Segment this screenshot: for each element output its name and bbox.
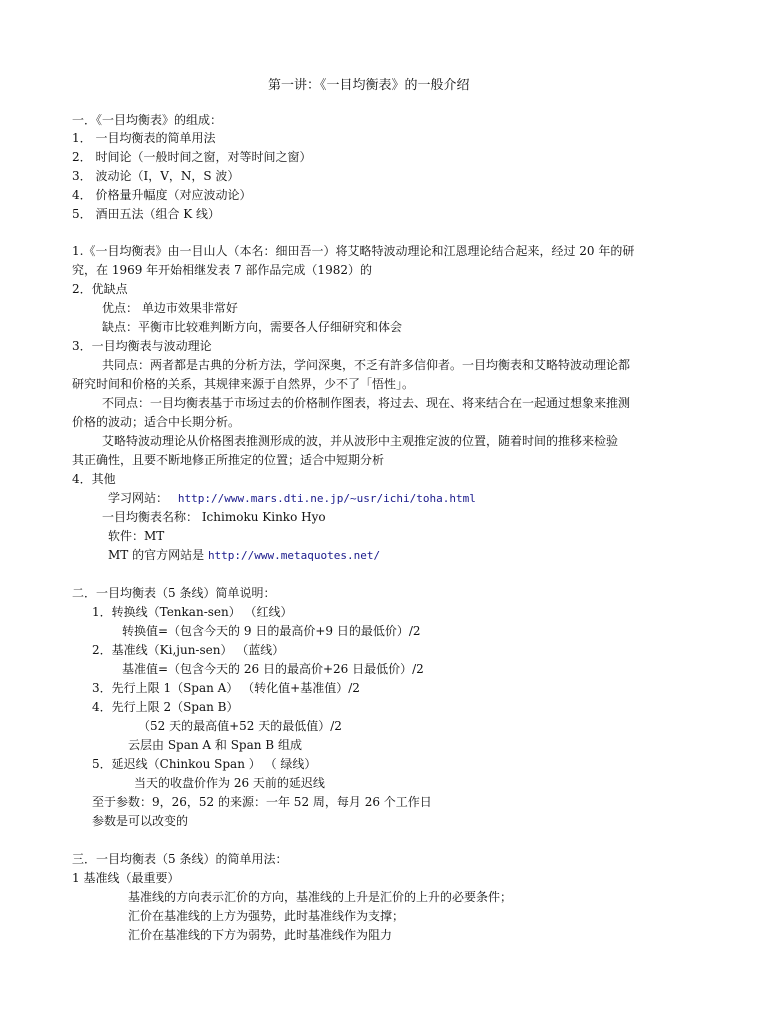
line-formula: （52 天的最高值+52 天的最低值）/2 bbox=[138, 719, 342, 733]
elliott-line: 艾略特波动理论从价格图表推测形成的波，并从波形中主观推定波的位置，随着时间的推移来检验 bbox=[102, 434, 619, 448]
mt-site-label: MT 的官方网站是 bbox=[108, 548, 205, 562]
study-site-label: 学习网站： bbox=[108, 491, 169, 505]
page-title: 第一讲：《一目均衡表》的一般介绍 bbox=[268, 78, 470, 93]
study-site-line bbox=[108, 490, 476, 507]
intro-paragraph-line: 究，在 1969 年开始相继发表 7 部作品完成（1982）的 bbox=[72, 263, 372, 277]
line-item: 5．延迟线（Chinkou Span ） （ 绿线） bbox=[92, 757, 317, 771]
intro-paragraph-line: 1.《一目均衡表》由一目山人（本名：细田吾一）将艾略特波动理论和江恩理论结合起来，经过 20 年的研 bbox=[72, 244, 635, 258]
usage-detail: 汇价在基准线的下方为弱势，此时基准线作为阻力 bbox=[128, 928, 393, 942]
software-line: 软件：MT bbox=[108, 529, 165, 543]
mt-site-line bbox=[108, 547, 380, 564]
list-item: 5． 酒田五法（组合 K 线） bbox=[72, 207, 221, 221]
section2-heading: 二．一目均衡表（5 条线）简单说明： bbox=[72, 586, 276, 600]
list-item: 2． 时间论（一般时间之窗，对等时间之窗） bbox=[72, 150, 312, 164]
wave-theory-heading: 3．一目均衡表与波动理论 bbox=[72, 339, 212, 353]
usage-detail: 基准线的方向表示汇价的方向，基准线的上升是汇价的上升的必要条件； bbox=[128, 890, 513, 904]
cons-text: 缺点：平衡市比较难判断方向，需要各人仔细研究和体会 bbox=[102, 320, 403, 334]
differences-line: 不同点：一目均衡表基于市场过去的价格制作图表，将过去、现在、将来结合在一起通过想象来推测 bbox=[102, 396, 631, 410]
params-note: 参数是可以改变的 bbox=[92, 814, 189, 828]
line-item: 2．基准线（Ki,jun-sen） （蓝线） bbox=[92, 643, 285, 657]
common-points-line: 共同点：两者都是古典的分析方法，学问深奥，不乏有許多信仰者。一目均衡表和艾略特波动理论都 bbox=[102, 358, 631, 372]
common-points-line: 研究时间和价格的关系，其规律来源于自然界，少不了「悟性」。 bbox=[72, 377, 415, 391]
line-formula: 基准值=（包含今天的 26 日的最高价+26 日最低价）/2 bbox=[122, 662, 424, 676]
study-site-link[interactable]: http://www.mars.dti.ne.jp/~usr/ichi/toha.html bbox=[177, 492, 476, 505]
line-item: 3．先行上限 1（Span A） （转化值+基准值）/2 bbox=[92, 681, 360, 695]
params-line: 至于参数：9，26，52 的来源：一年 52 周，每月 26 个工作日 bbox=[92, 795, 432, 809]
usage-item: 1 基准线（最重要） bbox=[72, 871, 180, 885]
usage-detail: 汇价在基准线的上方为强势，此时基准线作为支撑； bbox=[128, 909, 405, 923]
elliott-line: 其正确性，且要不断地修正所推定的位置；适合中短期分析 bbox=[72, 453, 385, 467]
line-formula: 转换值=（包含今天的 9 日的最高价+9 日的最低价）/2 bbox=[122, 624, 421, 638]
pros-text: 优点： 单边市效果非常好 bbox=[102, 301, 238, 315]
list-item: 1． 一目均衡表的简单用法 bbox=[72, 131, 216, 145]
pros-cons-heading: 2．优缺点 bbox=[72, 282, 128, 296]
cloud-note: 云层由 Span A 和 Span B 组成 bbox=[128, 738, 302, 752]
list-item: 4． 价格量升幅度（对应波动论） bbox=[72, 188, 252, 202]
section1-heading: 一．《一目均衡表》的组成： bbox=[72, 113, 223, 127]
line-formula: 当天的收盘价作为 26 天前的延迟线 bbox=[134, 776, 325, 790]
indicator-name-line: 一目均衡表名称： Ichimoku Kinko Hyo bbox=[102, 510, 326, 524]
section3-heading: 三．一目均衡表（5 条线）的简单用法： bbox=[72, 852, 288, 866]
line-item: 4．先行上限 2（Span B） bbox=[92, 700, 239, 714]
other-heading: 4．其他 bbox=[72, 472, 116, 486]
mt-site-link[interactable]: http://www.metaquotes.net/ bbox=[207, 549, 381, 562]
list-item: 3． 波动论（I，V，N，S 波） bbox=[72, 169, 240, 183]
line-item: 1．转换线（Tenkan-sen） （红线） bbox=[92, 605, 293, 619]
differences-line: 价格的波动；适合中长期分析。 bbox=[72, 415, 241, 429]
